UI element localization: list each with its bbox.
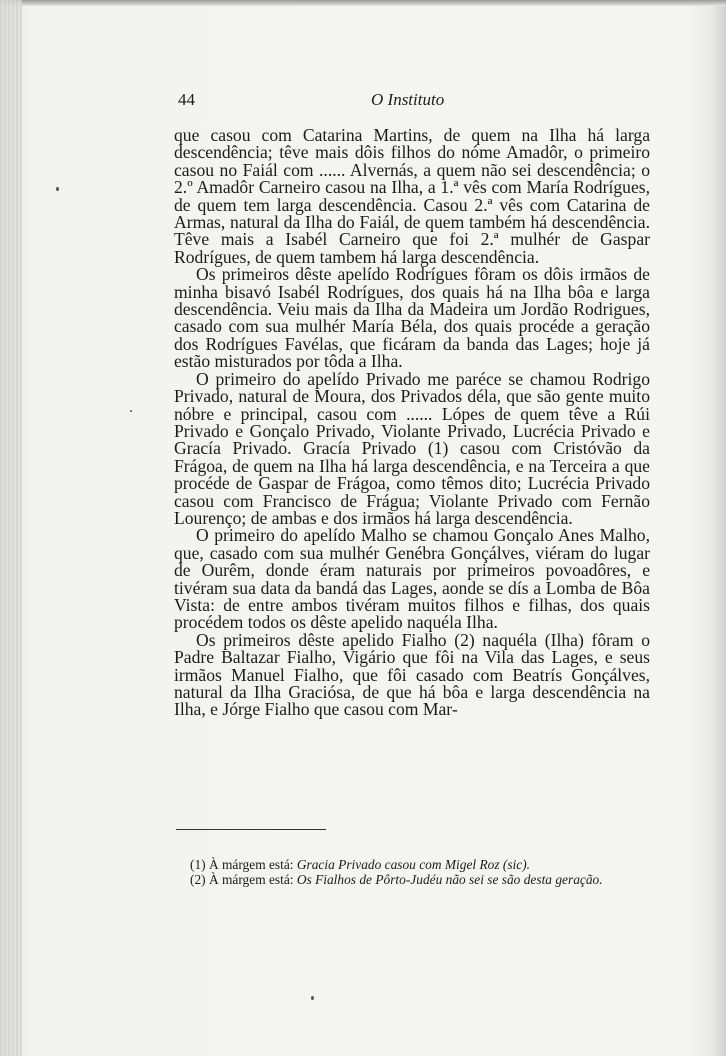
- footnote-2: [174, 872, 650, 887]
- page-binding-edge: [0, 0, 22, 1056]
- paragraph: O primeiro do apelído Malho se chamou Gonçalo Anes Malho, que, casado com sua mulhér Genébra Gonçálves, viéram do lugar de Ourêm, donde éram naturais por primeiros povoadôres, e tivéram sua data da bandá das Lages, aonde se dís a Lomba de Bôa Vista: de entre ambos tivéram muitos filhos e filhas, dos quais procédem todos os dêste apelido naquéla Ilha.: [174, 525, 650, 633]
- ink-speck: [56, 187, 59, 191]
- footnote-text: Gracia Privado casou com Migel Roz (sic).: [296, 857, 531, 872]
- paragraph: Os primeiros dêste apelído Rodrígues fôram os dôis irmãos de minha bisavó Isabél Rodrígues, dos quais há na Ilha bôa e larga descendência. Veiu mais da Ilha da Madeira um Jordão Rodrigues, casado com sua mulhér María Béla, dos quais procéde a geração dos Rodrígues Favélas, que ficáram da banda das Lages; hoje já estão misturados por tôda a Ilha.: [174, 264, 650, 372]
- footnote-divider: [176, 829, 326, 830]
- running-head: O Instituto: [371, 90, 445, 109]
- footnote-1: [174, 857, 650, 872]
- footnotes: [174, 857, 650, 887]
- ink-speck: [130, 410, 132, 412]
- page-top-edge: [0, 0, 726, 6]
- ink-speck: [311, 996, 314, 1000]
- paragraph: Os primeiros dêste apelido Fialho (2) naquéla (Ilha) fôram o Padre Baltazar Fialho, Vigário que fôi na Vila das Lages, e seus irmãos Manuel Fialho, que fôi casado com Beatrís Gonçálves, natural da Ilha Graciósa, de que há bôa e larga descendência na Ilha, e Jórge Fialho que casou com Mar-: [174, 629, 650, 720]
- paragraph: O primeiro do apelído Privado me paréce se chamou Rodrigo Privado, natural de Moura, dos Privados déla, que são gente muito nóbre e principal, casou com ...... Lópes de quem têve a Rúi Privado e Gonçalo Privado, Violante Privado, Lucrécia Privado e Gracía Privado. Gracía Privado (1) casou com Cristóvão da Frágoa, de quem na Ilha há larga descendência, e na Terceira a que procéde de Gaspar de Frágoa, como têmos dito; Lucrécia Privado casou com Francisco de Frágua; Violante Privado com Fernão Lourenço; de ambas e dos irmãos há larga descendência.: [174, 368, 650, 528]
- footnote-text: Os Fialhos de Pôrto-Judéu não sei se são desta geração.: [296, 872, 603, 887]
- page-header: [178, 90, 648, 114]
- page-number: 44: [178, 90, 195, 109]
- footnote-label: (1) À márgem está:: [190, 857, 294, 872]
- paragraph: que casou com Catarina Martins, de quem na Ilha há larga descendência; têve mais dôis filhos do nóme Amadôr, o primeiro casou no Faiál com ...... Alvernás, a quem não sei descendência; o 2.º Amadôr Carneiro casou na Ilha, a 1.ª vês com María Rodrígues, de quem tem larga descendência. Casou 2.ª vês com Catarina de Armas, natural da Ilha do Faiál, de quem também há descendência. Têve mais a Isabél Carneiro que foi 2.ª mulhér de Gaspar Rodrígues, de quem tambem há larga descendência.: [174, 125, 650, 267]
- body-text: [174, 127, 650, 719]
- footnote-label: (2) À márgem está:: [190, 872, 294, 887]
